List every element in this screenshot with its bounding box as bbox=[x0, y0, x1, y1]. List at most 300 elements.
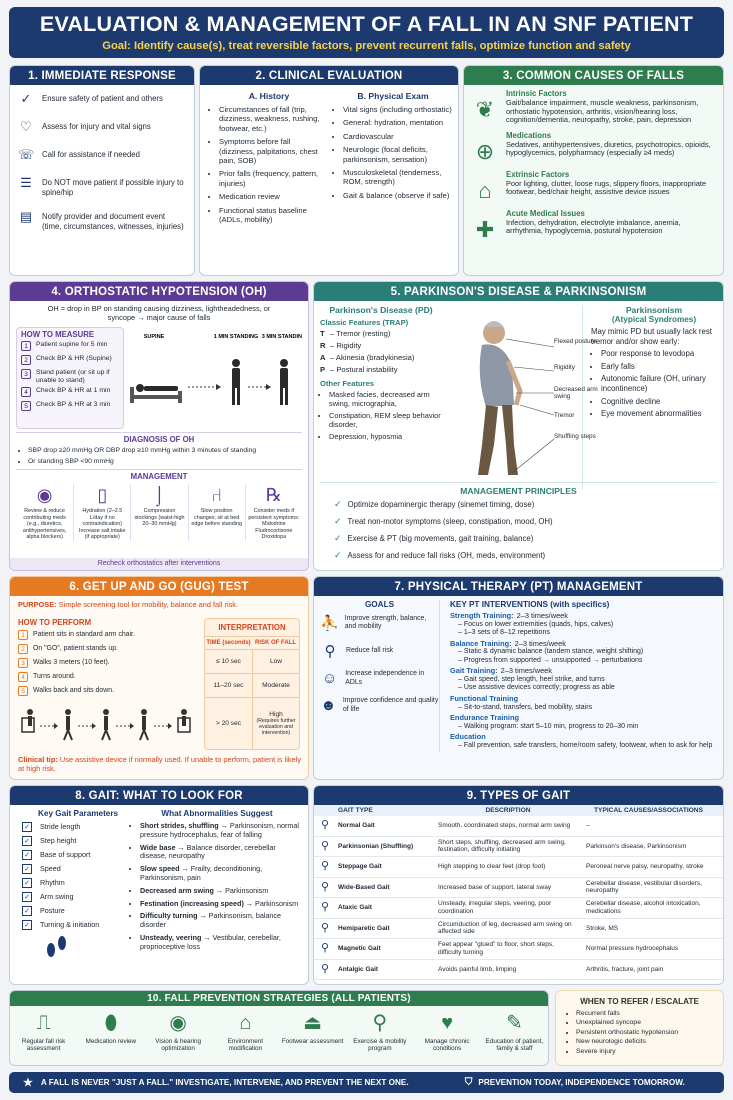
trap-item bbox=[320, 365, 442, 374]
intervention-head: Strength Training: bbox=[450, 611, 514, 620]
cause-text: Infection, dehydration, electrolyte imbalance, anemia, arrhythmia, hypoglycemia, postural hypotension bbox=[506, 217, 681, 236]
check-icon: ✓ bbox=[334, 499, 342, 509]
walking-person-icon: ⚲ bbox=[320, 962, 330, 975]
refer-item: • Recurrent falls bbox=[576, 1009, 723, 1018]
abnormality-item bbox=[140, 822, 302, 840]
measure-step bbox=[21, 401, 119, 411]
gait-type: Wide-Based Gait bbox=[338, 883, 390, 891]
oh-management-item bbox=[16, 484, 73, 541]
gait-params-title: Key Gait Parameters bbox=[38, 809, 119, 818]
gait-table-body bbox=[314, 816, 723, 980]
refer-item: • Unexplained syncope bbox=[576, 1018, 723, 1027]
pt-intervention bbox=[450, 640, 717, 666]
oh-management-item bbox=[130, 484, 187, 541]
cause-text: Poor lighting, clutter, loose rugs, slippery floors, inappropriate footwear, bed/chair height, assistive device issues bbox=[506, 178, 707, 197]
gait-row bbox=[314, 919, 723, 940]
oh-management-text: Compression stockings (waist-high 20–30 mmHg) bbox=[134, 508, 185, 528]
heart-pulse-icon: ♡ bbox=[20, 119, 32, 134]
gait-description: Increased base of support, lateral sway bbox=[438, 883, 552, 891]
page-title: EVALUATION & MANAGEMENT OF A FALL IN AN SNF PATIENT bbox=[39, 12, 694, 36]
section-common-causes bbox=[463, 65, 724, 276]
gait-description: Smooth, coordinated steps, normal arm swing bbox=[438, 822, 571, 830]
section-pt-management bbox=[313, 576, 724, 780]
prevention-item bbox=[346, 1010, 413, 1053]
section-clinical-evaluation bbox=[199, 65, 459, 276]
oh-management-items bbox=[16, 484, 302, 541]
gait-param bbox=[18, 850, 128, 860]
pd-figure-label: Rigidity bbox=[554, 364, 575, 371]
title-banner bbox=[9, 7, 724, 58]
gait-type: Magnetic Gait bbox=[338, 945, 381, 953]
prevention-text: Exercise & mobility program bbox=[353, 1038, 407, 1053]
gug-step bbox=[18, 686, 204, 696]
immediate-response-item bbox=[18, 91, 186, 107]
interpretation-row bbox=[205, 673, 299, 697]
immediate-response-item bbox=[18, 209, 186, 231]
section-header: 6. GET UP AND GO (GUG) TEST bbox=[10, 577, 308, 596]
document-icon: ▤ bbox=[19, 209, 33, 225]
pt-intervention bbox=[450, 714, 717, 731]
gait-row bbox=[314, 837, 723, 858]
history-item: • Medication review bbox=[219, 192, 328, 201]
walking-person-icon: ⚲ bbox=[320, 839, 330, 852]
abnormality-meaning: → Frailty, deconditioning, Parkinsonism, pain bbox=[140, 864, 263, 882]
section-header: 2. CLINICAL EVALUATION bbox=[200, 66, 458, 85]
cause-group bbox=[472, 89, 717, 125]
how-to-perform-title: HOW TO PERFORM bbox=[18, 618, 92, 627]
trap-letter: R bbox=[320, 341, 326, 350]
gait-causes: Cerebellar disease, alcohol intoxication, medications bbox=[586, 900, 701, 915]
pt-goal bbox=[320, 670, 439, 687]
checkbox-icon: ✓ bbox=[22, 920, 32, 930]
goals-title: GOALS bbox=[364, 600, 395, 609]
brain-icon: ❦ bbox=[475, 97, 495, 122]
step-number: 1 bbox=[18, 630, 28, 640]
section-parkinsons bbox=[313, 281, 724, 571]
oh-med-item: Droxidopa bbox=[261, 534, 287, 541]
management-principle bbox=[334, 550, 717, 561]
stocking-icon: ⌡ bbox=[154, 485, 165, 505]
intervention-detail: – Progress from supported → unsupported → perturbations bbox=[458, 656, 643, 664]
step-number: 1 bbox=[21, 341, 31, 351]
gait-param-text: Arm swing bbox=[40, 892, 74, 901]
intervention-head: Functional Training bbox=[450, 693, 519, 703]
exam-item: • Cardiovascular bbox=[343, 132, 452, 141]
other-features-list bbox=[320, 390, 442, 441]
pt-intervention bbox=[450, 695, 717, 712]
other-title: Other Features bbox=[320, 379, 375, 388]
trap-text: – Rigidity bbox=[330, 341, 362, 350]
section-header: 4. ORTHOSTATIC HYPOTENSION (OH) bbox=[10, 282, 308, 301]
section-header: 9. TYPES OF GAIT bbox=[314, 786, 723, 805]
cause-text: Gait/balance impairment, muscle weakness, parkinsonism, orthostatic hypotension, arthritis, vision/hearing loss, cognition/dementia, neuropathy, stroke, pain, depression bbox=[506, 98, 699, 125]
checkbox-icon: ✓ bbox=[22, 892, 32, 902]
trap-item bbox=[320, 353, 442, 362]
principle-text: Treat non-motor symptoms (sleep, constipation, mood, OH) bbox=[347, 517, 553, 526]
education-icon: ✎ bbox=[505, 1012, 523, 1034]
fig-label-supine: SUPINE bbox=[143, 334, 165, 340]
abnormality-meaning: → Balance disorder, cerebellar disease, neuropathy bbox=[140, 842, 276, 861]
gait-row bbox=[314, 898, 723, 919]
gait-param bbox=[18, 878, 128, 888]
oh-figure bbox=[124, 327, 302, 429]
pd-figure-label: Flexed posture bbox=[554, 338, 597, 345]
col-causes: TYPICAL CAUSES/ASSOCIATIONS bbox=[594, 807, 703, 814]
measure-step bbox=[21, 369, 119, 385]
prevention-text: Environment modification bbox=[227, 1038, 264, 1053]
intervention-detail: – Sit-to-stand, transfers, bed mobility, stairs bbox=[458, 703, 593, 711]
gait-param bbox=[18, 864, 128, 874]
pd-figure-label: Tremor bbox=[554, 412, 575, 419]
check-icon: ✓ bbox=[334, 533, 342, 543]
gait-param bbox=[18, 920, 128, 930]
management-principles-panel bbox=[320, 482, 717, 567]
interpretation-row bbox=[205, 697, 299, 749]
oh-med-item: Midodrine bbox=[262, 521, 286, 528]
prevention-item bbox=[481, 1010, 548, 1053]
intervention-detail: – Fall prevention, safe transfers, home/room safety, footwear, when to ask for help bbox=[458, 742, 713, 750]
section-immediate-response bbox=[9, 65, 195, 276]
checkbox-icon: ✓ bbox=[22, 822, 32, 832]
bed-icon: ⎍ bbox=[36, 1012, 51, 1034]
gait-param bbox=[18, 822, 128, 832]
gug-step bbox=[18, 630, 204, 640]
gait-description: Unsteady, irregular steps, veering, poor coordination bbox=[438, 900, 552, 915]
section-header: 5. PARKINSON'S DISEASE & PARKINSONISM bbox=[314, 282, 723, 301]
cause-group bbox=[472, 209, 717, 243]
exam-item: • Gait & balance (observe if safe) bbox=[343, 191, 452, 200]
immediate-response-item bbox=[18, 147, 186, 163]
step-text: Check BP & HR at 1 min bbox=[36, 387, 111, 394]
oh-management-panel bbox=[16, 469, 302, 541]
footprints-icon bbox=[42, 934, 72, 960]
footer-left-text: A FALL IS NEVER "JUST A FALL." INVESTIGATE, INTERVENE, AND PREVENT THE NEXT ONE. bbox=[40, 1078, 409, 1087]
gait-causes: Stroke, MS bbox=[586, 924, 619, 932]
section-header: 7. PHYSICAL THERAPY (PT) MANAGEMENT bbox=[314, 577, 723, 596]
immediate-response-text: Do NOT move patient if possible injury to spine/hip bbox=[42, 178, 184, 197]
atypical-title: Parkinsonism bbox=[625, 305, 683, 315]
step-number: 5 bbox=[21, 401, 31, 411]
gait-table-header bbox=[314, 805, 723, 816]
pt-goal bbox=[320, 642, 439, 660]
diagnosis-item: • Or standing SBP <90 mmHg bbox=[28, 457, 302, 466]
phone-icon: ☏ bbox=[18, 147, 35, 162]
exam-item: • Neurologic (focal deficits, parkinsonism, sensation) bbox=[343, 145, 452, 164]
intervention-detail: – Use assistive devices correctly; progress as able bbox=[458, 684, 615, 692]
management-principles-list bbox=[320, 499, 717, 561]
star-icon: ★ bbox=[23, 1077, 33, 1089]
refer-list bbox=[556, 1006, 723, 1056]
checkbox-icon: ✓ bbox=[22, 906, 32, 916]
abnormality-sign: Difficulty turning bbox=[140, 911, 198, 921]
intervention-head: Endurance Training bbox=[450, 713, 519, 723]
section-fall-prevention bbox=[9, 990, 549, 1066]
principle-text: Optimize dopaminergic therapy (sinemet timing, dose) bbox=[347, 500, 535, 509]
gait-description: High stepping to clear feet (drop foot) bbox=[438, 863, 546, 871]
step-text: Turns around. bbox=[33, 673, 76, 680]
prevention-item bbox=[414, 1010, 481, 1053]
refer-escalate-box bbox=[555, 990, 724, 1066]
pt-goals-panel bbox=[320, 600, 440, 752]
pt-goal bbox=[320, 697, 439, 714]
abnormalities-list bbox=[132, 822, 302, 952]
pills-icon: ◉ bbox=[36, 485, 53, 505]
abnormality-item bbox=[140, 912, 302, 930]
abnormality-meaning: → Parkinsonism, normal pressure hydrocephalus, fear of falling bbox=[140, 821, 299, 839]
exam-list bbox=[334, 105, 452, 200]
col-time: TIME (seconds) bbox=[206, 640, 251, 646]
history-item: • Prior falls (frequency, pattern, injuries) bbox=[219, 169, 328, 188]
intervention-frequency: 2–3 times/week bbox=[500, 666, 552, 676]
intervention-frequency: 2–3 times/week bbox=[514, 638, 566, 648]
trap-item bbox=[320, 341, 442, 350]
interpretation-panel bbox=[204, 618, 300, 750]
exercise-icon: ⚲ bbox=[372, 1012, 388, 1034]
atypical-panel bbox=[582, 305, 717, 490]
pt-goal bbox=[320, 614, 439, 632]
home-icon: ⌂ bbox=[239, 1012, 252, 1034]
rx-icon: ℞ bbox=[265, 485, 282, 505]
pt-intervention bbox=[450, 612, 717, 638]
intervention-head: Gait Training: bbox=[450, 666, 498, 676]
walking-person-icon: ⚲ bbox=[320, 921, 330, 934]
shoe-icon: ⏏ bbox=[303, 1012, 323, 1034]
immediate-response-item bbox=[18, 175, 186, 197]
goal-text: Improve strength, balance, and mobility bbox=[344, 614, 427, 630]
section-header: 8. GAIT: WHAT TO LOOK FOR bbox=[10, 786, 308, 805]
prevention-text: Education of patient, family & staff bbox=[485, 1038, 544, 1053]
section-types-of-gait bbox=[313, 785, 724, 985]
classic-title: Classic Features (TRAP) bbox=[320, 318, 409, 327]
walker-person-icon: ⛹ bbox=[320, 615, 339, 632]
measure-steps bbox=[21, 341, 119, 411]
interventions-title: KEY PT INTERVENTIONS (with specifics) bbox=[450, 600, 610, 609]
abnormality-item bbox=[140, 934, 302, 952]
gait-param bbox=[18, 906, 128, 916]
check-icon: ✓ bbox=[334, 550, 342, 560]
other-feature: • Depression, hyposmia bbox=[329, 432, 442, 441]
step-text: Patient sits in standard arm chair. bbox=[33, 631, 135, 638]
trap-text: – Tremor (resting) bbox=[330, 329, 391, 338]
abnormality-sign: Slow speed bbox=[140, 864, 180, 874]
interpretation-rows bbox=[205, 649, 299, 749]
intervention-detail: – Walking program: start 5–10 min, progress to 20–30 min bbox=[458, 722, 639, 730]
tip-label: Clinical tip: bbox=[18, 755, 58, 764]
shield-icon: ⛉ bbox=[464, 1077, 473, 1088]
step-number: 3 bbox=[21, 369, 31, 379]
measure-step bbox=[21, 387, 119, 397]
other-feature: • Constipation, REM sleep behavior disorder, bbox=[329, 411, 442, 429]
clipboard-icon: ☰ bbox=[20, 175, 32, 190]
step-number: 2 bbox=[21, 355, 31, 365]
history-title: A. History bbox=[248, 91, 290, 101]
gait-description: Circumduction of leg, decreased arm swing on affected side bbox=[438, 920, 572, 936]
exam-item: • General: hydration, mentation bbox=[343, 118, 452, 127]
checkbox-icon: ✓ bbox=[22, 836, 32, 846]
abnormality-sign: Unsteady, veering bbox=[140, 932, 202, 942]
abnormality-sign: Short strides, shuffling bbox=[140, 821, 219, 830]
immediate-response-item bbox=[18, 119, 186, 135]
pd-title: Parkinson's Disease (PD) bbox=[329, 305, 433, 315]
causes-list bbox=[464, 85, 723, 243]
col-gait-type: GAIT TYPE bbox=[338, 807, 373, 814]
chair-icon: ⑁ bbox=[211, 485, 223, 505]
atypical-item: • Cognitive decline bbox=[601, 397, 717, 407]
gait-type: Parkinsonian (Shuffling) bbox=[338, 842, 414, 850]
gait-description: Avoids painful limb, limping bbox=[438, 965, 517, 973]
cause-heading: Acute Medical Issues bbox=[506, 208, 585, 218]
prevention-item bbox=[77, 1010, 144, 1053]
history-item: • Circumstances of fall (trip, dizziness, weakness, rushing, footwear, etc.) bbox=[219, 105, 328, 133]
col-risk: RISK OF FALL bbox=[255, 640, 296, 646]
eye-icon: ◉ bbox=[169, 1012, 187, 1034]
checkbox-icon: ✓ bbox=[22, 878, 32, 888]
cause-heading: Intrinsic Factors bbox=[506, 89, 567, 98]
pt-intervention bbox=[450, 733, 717, 750]
interpretation-title: INTERPRETATION bbox=[218, 623, 286, 632]
trap-text: – Postural instability bbox=[330, 365, 398, 374]
principle-text: Exercise & PT (big movements, gait training, balance) bbox=[347, 534, 534, 543]
gait-description: Short steps, shuffling, decreased arm swing, festination, difficulty initiating bbox=[438, 838, 566, 854]
diagnosis-title: DIAGNOSIS OF OH bbox=[123, 435, 195, 444]
oh-management-item bbox=[188, 484, 245, 541]
abnormality-meaning: → Vestibular, cerebellar, proprioceptive loss bbox=[140, 932, 281, 951]
gug-risk: Low bbox=[269, 658, 283, 665]
step-text: Check BP & HR at 3 min bbox=[36, 401, 111, 408]
atypical-list bbox=[591, 349, 717, 419]
atypical-intro: May mimic PD but usually lack rest tremor and/or show early: bbox=[591, 327, 712, 346]
abnormality-meaning: → Parkinsonism, balance disorder bbox=[140, 911, 281, 930]
atypical-item: • Autonomic failure (OH, urinary incontinence) bbox=[601, 374, 717, 393]
gug-time: > 20 sec bbox=[215, 720, 242, 727]
history-item: • Functional status baseline (ADLs, mobility) bbox=[219, 206, 328, 225]
prevention-text: Medication review bbox=[85, 1038, 137, 1045]
step-text: Check BP & HR (Supine) bbox=[36, 355, 112, 362]
intervention-head: Balance Training: bbox=[450, 638, 512, 648]
walking-person-icon: ⚲ bbox=[320, 860, 330, 873]
trap-letter: T bbox=[320, 329, 325, 338]
atypical-item: • Poor response to levodopa bbox=[601, 349, 717, 359]
measure-title: HOW TO MEASURE bbox=[21, 330, 95, 339]
pt-interventions-panel bbox=[440, 600, 717, 752]
trap-list bbox=[320, 329, 442, 374]
gait-param-text: Rhythm bbox=[40, 878, 65, 887]
trap-text: – Akinesia (bradykinesia) bbox=[330, 353, 415, 362]
prevention-text: Manage chronic conditions bbox=[424, 1038, 470, 1053]
step-number: 2 bbox=[18, 644, 28, 654]
capsule-icon: ⬮ bbox=[104, 1012, 118, 1034]
gait-param-text: Turning & initiation bbox=[40, 920, 100, 929]
purpose-text: Simple screening tool for mobility, balance and fall risk. bbox=[58, 600, 239, 609]
gait-causes: Normal pressure hydrocephalus bbox=[586, 945, 679, 953]
gug-time: ≤ 10 sec bbox=[216, 658, 241, 665]
step-text: Patient supine for 5 min bbox=[36, 341, 108, 348]
gait-causes: Cerebellar disease, vestibular disorders, neuropathy bbox=[586, 879, 702, 895]
intervention-detail: – Focus on lower extremities (quads, hips, calves) bbox=[458, 620, 614, 628]
atypical-item: • Eye movement abnormalities bbox=[601, 409, 717, 419]
intervention-frequency: 2–3 times/week bbox=[516, 611, 568, 620]
abnormality-sign: Wide base bbox=[140, 842, 176, 852]
intervention-detail: – 1–3 sets of 8–12 repetitions bbox=[458, 629, 550, 637]
gait-type: Hemiparetic Gait bbox=[338, 924, 390, 932]
gait-causes: Peroneal nerve palsy, neuropathy, stroke bbox=[586, 863, 704, 871]
oh-management-item bbox=[245, 484, 302, 541]
cause-group bbox=[472, 170, 717, 204]
section-header: 1. IMMEDIATE RESPONSE bbox=[10, 66, 194, 85]
gug-risk: High bbox=[269, 710, 283, 718]
step-text: Walks back and sits down. bbox=[33, 687, 114, 694]
oh-definition: OH = drop in BP on standing causing dizziness, lightheadedness, or syncope → major cause of falls bbox=[47, 304, 271, 322]
measure-step bbox=[21, 341, 119, 351]
interventions-list bbox=[450, 612, 717, 750]
immediate-response-text: Notify provider and document event (time, circumstances, witnesses, injuries) bbox=[42, 212, 184, 231]
fig-label-3min: 3 MIN STANDING bbox=[261, 334, 302, 340]
footer-banner bbox=[9, 1072, 724, 1093]
immediate-response-list bbox=[10, 85, 194, 231]
history-item: • Symptoms before fall (dizziness, palpitations, chest pain, SOB) bbox=[219, 137, 328, 165]
intervention-head: Education bbox=[450, 732, 486, 742]
section-gait-look-for bbox=[9, 785, 309, 985]
gait-type: Steppage Gait bbox=[338, 863, 382, 871]
oh-management-text: Consider meds if persistent symptoms: bbox=[248, 508, 300, 521]
gug-risk: Moderate bbox=[262, 682, 290, 689]
refer-item: • Severe injury bbox=[576, 1047, 723, 1056]
atypical-item: • Early falls bbox=[601, 362, 717, 372]
prevention-text: Vision & hearing optimization bbox=[155, 1038, 201, 1053]
immediate-response-text: Call for assistance if needed bbox=[42, 150, 140, 159]
goals-list bbox=[320, 614, 439, 714]
management-principle bbox=[334, 499, 717, 510]
gait-row bbox=[314, 939, 723, 960]
step-number: 5 bbox=[18, 686, 28, 696]
prevention-item bbox=[279, 1010, 346, 1053]
pill-bottle-icon: ⊕ bbox=[475, 138, 495, 164]
diagnosis-panel bbox=[16, 432, 302, 466]
abnormality-sign: Decreased arm swing bbox=[140, 885, 214, 895]
heart-plus-icon: ✚ bbox=[475, 216, 495, 242]
intervention-detail: – Gait speed, step length, heel strike, and turns bbox=[458, 676, 605, 684]
section-gug-test bbox=[9, 576, 309, 780]
other-feature: • Masked facies, decreased arm swing, micrographia, bbox=[329, 390, 442, 408]
goal-text: Reduce fall risk bbox=[346, 646, 394, 654]
gait-causes: Parkinson's disease, Parkinsonism bbox=[586, 842, 687, 850]
abnormality-item bbox=[140, 865, 302, 883]
prevention-items bbox=[10, 1006, 548, 1053]
gait-param bbox=[18, 836, 128, 846]
footer-right-text: PREVENTION TODAY, INDEPENDENCE TOMORROW. bbox=[478, 1078, 685, 1087]
immediate-response-text: Assess for injury and vital signs bbox=[42, 122, 151, 131]
diagnosis-item: • SBP drop ≥20 mmHg OR DBP drop ≥10 mmHg within 3 minutes of standing bbox=[28, 446, 302, 455]
pd-panel bbox=[320, 305, 442, 490]
oh-management-title: MANAGEMENT bbox=[130, 472, 188, 481]
gait-causes: Arthritis, fracture, joint pain bbox=[586, 965, 664, 973]
oh-footer: Recheck orthostatics after interventions bbox=[10, 558, 308, 570]
supine-to-standing-figure bbox=[124, 327, 302, 429]
oh-management-text: Hydration (2–2.5 L/day if no contraindication) Increase salt intake (if appropriate) bbox=[79, 508, 126, 541]
gug-time: 11–20 sec bbox=[213, 682, 244, 689]
checkbox-icon: ✓ bbox=[22, 850, 32, 860]
abnormality-item bbox=[140, 900, 302, 909]
abnormalities-title: What Abnormalities Suggest bbox=[161, 809, 273, 818]
step-text: Stand patient (or sit up if unable to stand) bbox=[36, 369, 110, 384]
oh-management-text: Slow position changes; sit at bed edge before standing bbox=[191, 508, 242, 528]
exam-item: • Vital signs (including orthostatic) bbox=[343, 105, 452, 114]
oh-management-text: Review & reduce contributing meds (e.g., diuretics, antihypertensives, alpha blockers) bbox=[22, 508, 67, 541]
step-text: Walks 3 meters (10 feet). bbox=[33, 659, 110, 666]
gait-description: Feet appear "glued" to floor, short steps, difficulty turning bbox=[438, 941, 554, 956]
abnormality-item bbox=[140, 844, 302, 862]
oh-management-item bbox=[73, 484, 130, 541]
